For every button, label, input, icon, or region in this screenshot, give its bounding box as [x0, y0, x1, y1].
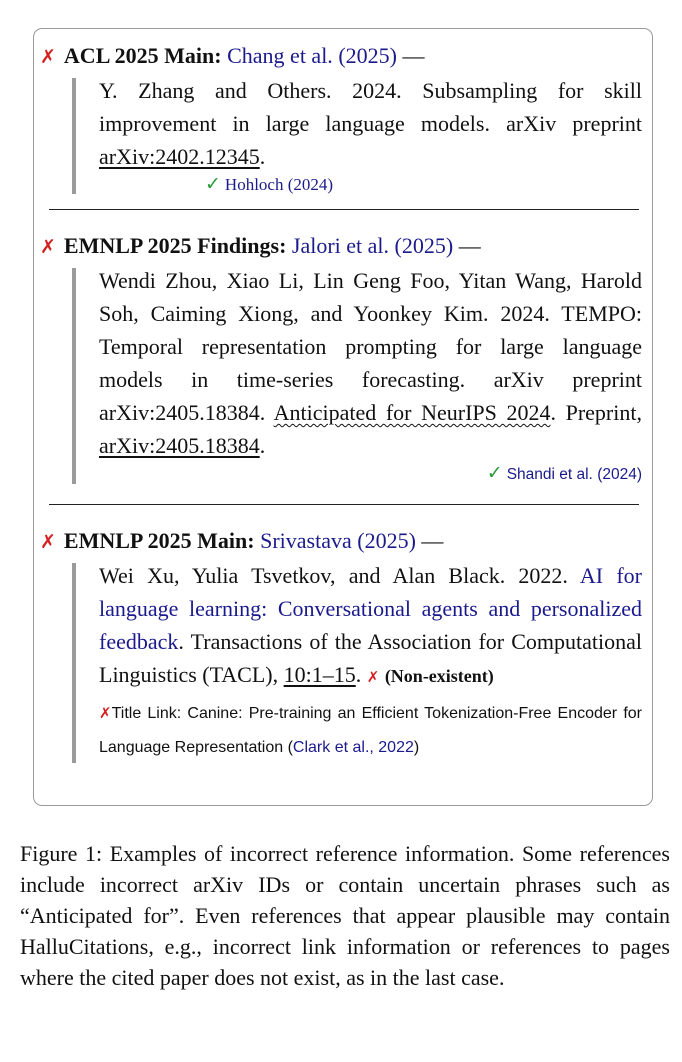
citation-link[interactable]: Srivastava (2025) — [260, 528, 416, 553]
reference-authors: Wei Xu, Yulia Tsvetkov, and Alan Black. 2022. — [99, 563, 580, 588]
venue-label: ACL 2025 Main: — [63, 43, 222, 68]
cross-mark-icon: ✗ — [40, 531, 56, 553]
reference-text: Wendi Zhou, Xiao Li, Lin Geng Foo, Yitan Wang, Harold Soh, Caiming Xiong, and Yoonkey Kim. 2024. TEMPO: Temporal representation prompting for large language models in time-series forecasting. arXiv preprint arXiv:2405.18384. — [99, 268, 642, 425]
verification-citation[interactable]: Shandi et al. (2024) — [506, 466, 642, 483]
title-link-citation[interactable]: Clark et al., 2022 — [292, 739, 414, 756]
reference-quote: Wei Xu, Yulia Tsvetkov, and Alan Black. 2022. AI for language learning: Conversational agents and personalized feedback. Transactions of the Association for Computational Linguistics (TACL), 10:1–15. ✗ (Non-existent) ✗Title Link: Canine: Pre-training an Efficient Tokenization-Free Encoder for Language Representation (Clark et al., 2022) — [72, 559, 642, 765]
venue-label: EMNLP 2025 Main: — [63, 528, 255, 553]
dash: — — [402, 43, 425, 68]
quote-bar — [72, 78, 76, 194]
reference-title-link[interactable]: AI for language learning: Conversational agents and personalized feedback — [99, 563, 642, 654]
figure-caption: Figure 1: Examples of incorrect reference information. Some references include incorrect arXiv IDs or contain uncertain phrases such as “Anticipated for”. Even references that appear plausible may contain HalluCitations, e.g., incorrect link information or references to pages where the cited paper does not exist, as in the last case. — [20, 841, 670, 990]
cross-mark-icon: ✗ — [366, 668, 380, 686]
arxiv-id: arXiv:2405.18384 — [99, 433, 260, 458]
entry-heading — [40, 231, 650, 262]
entry-heading — [40, 41, 650, 72]
dash: — — [421, 528, 444, 553]
page-range: 10:1–15 — [283, 662, 356, 687]
reference-text: . Transactions of the Association for Computational Linguistics (TACL), — [99, 629, 642, 687]
separator — [49, 209, 639, 210]
verification-line — [99, 173, 642, 196]
uncertain-phrase: Anticipated for NeurIPS 2024 — [273, 400, 551, 425]
verification-citation[interactable]: Hohloch (2024) — [224, 175, 334, 194]
check-mark-icon: ✓ — [486, 462, 503, 484]
entry-acl-2025-main — [40, 41, 650, 196]
title-link-note: ✗Title Link: Canine: Pre-training an Efficient Tokenization-Free Encoder for Language Representation (Clark et al., 2022) — [99, 704, 642, 756]
reference-quote: Wendi Zhou, Xiao Li, Lin Geng Foo, Yitan Wang, Harold Soh, Caiming Xiong, and Yoonkey Kim. 2024. TEMPO: Temporal representation prompting for large language models in time-series forecasting. arXiv preprint arXiv:2405.18384. Anticipated for NeurIPS 2024. Preprint, arXiv:2405.18384. ✓ Shandi et al. (2024) — [72, 264, 642, 486]
citation-link[interactable]: Chang et al. (2025) — [227, 43, 397, 68]
quote-bar — [72, 563, 76, 763]
entry-emnlp-2025-findings — [40, 231, 650, 486]
verification-line — [99, 462, 642, 486]
cross-mark-icon: ✗ — [99, 704, 112, 722]
arxiv-id: arXiv:2402.12345 — [99, 144, 260, 169]
venue-label: EMNLP 2025 Findings: — [63, 233, 287, 258]
citation-link[interactable]: Jalori et al. (2025) — [291, 233, 454, 258]
entry-emnlp-2025-main — [40, 526, 650, 765]
cross-mark-icon: ✗ — [40, 236, 56, 258]
entry-heading — [40, 526, 650, 557]
cross-mark-icon: ✗ — [40, 46, 56, 68]
reference-quote: Y. Zhang and Others. 2024. Subsampling for skill improvement in large language models. arXiv preprint arXiv:2402.12345. ✓ Hohloch (2024) — [72, 74, 642, 196]
check-mark-icon: ✓ — [205, 173, 221, 195]
reference-text: Y. Zhang and Others. 2024. Subsampling for skill improvement in large language models. arXiv preprint — [99, 78, 642, 136]
non-existent-flag: (Non-existent) — [384, 666, 494, 686]
quote-bar — [72, 268, 76, 484]
dash: — — [458, 233, 481, 258]
separator — [49, 504, 639, 505]
